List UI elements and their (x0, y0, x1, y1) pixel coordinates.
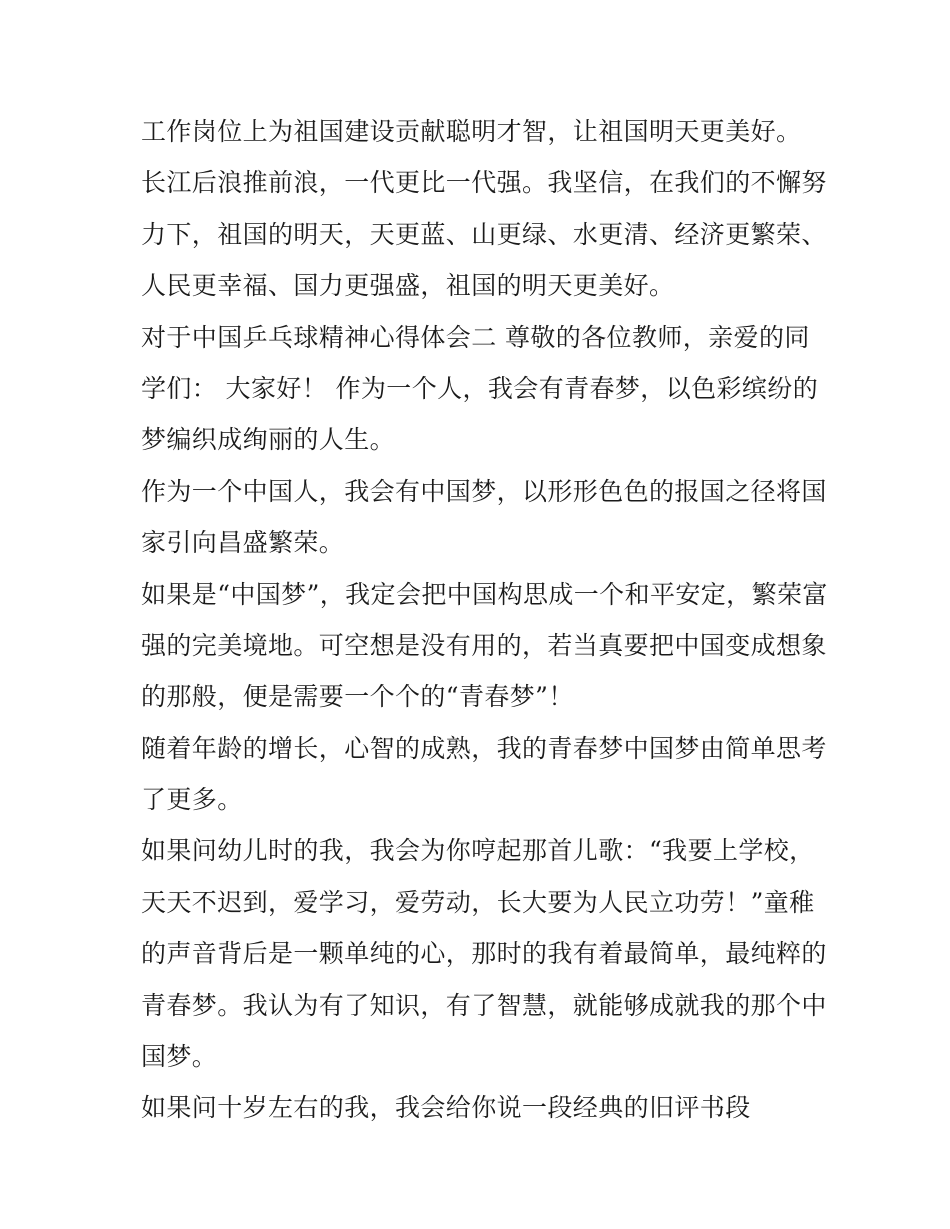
text-line: 人民更幸福、国力更强盛，祖国的明天更美好。 (141, 271, 675, 301)
text-line: 梦编织成绚丽的人生。 (141, 425, 396, 455)
text-line: 家引向昌盛繁荣。 (141, 528, 345, 558)
text-line: 青春梦。我认为有了知识，有了智慧，就能够成就我的那个中 (141, 990, 827, 1020)
text-line: 随着年龄的增长，心智的成熟，我的青春梦中国梦由简单思考 (141, 733, 827, 763)
text-line: 的声音背后是一颗单纯的心，那时的我有着最简单，最纯粹的 (141, 939, 827, 969)
text-line: 学们： 大家好！ 作为一个人，我会有青春梦，以色彩缤纷的 (141, 373, 819, 403)
text-line: 长江后浪推前浪，一代更比一代强。我坚信，在我们的不懈努 (141, 168, 827, 198)
text-line: 如果问幼儿时的我，我会为你哼起那首儿歌：“我要上学校， (141, 836, 815, 866)
text-line: 的那般，便是需要一个个的“青春梦”！ (141, 682, 574, 712)
body-text (141, 106, 828, 1134)
text-line: 强的完美境地。可空想是没有用的，若当真要把中国变成想象 (141, 630, 827, 660)
text-line: 如果是“中国梦”，我定会把中国构思成一个和平安定，繁荣富 (141, 579, 828, 609)
text-line: 如果问十岁左右的我，我会给你说一段经典的旧评书段 (141, 1093, 751, 1123)
text-line: 力下，祖国的明天，天更蓝、山更绿、水更清、经济更繁荣、 (141, 219, 827, 249)
text-line: 工作岗位上为祖国建设贡献聪明才智，让祖国明天更美好。 (141, 117, 802, 146)
text-line: 天天不迟到，爱学习，爱劳动，长大要为人民立功劳！”童稚 (141, 887, 815, 917)
text-line: 国梦。 (141, 1042, 218, 1072)
text-line: 对于中国乒乓球精神心得体会二 尊敬的各位教师，亲爱的同 (141, 322, 810, 352)
text-line: 作为一个中国人，我会有中国梦，以形形色色的报国之径将国 (141, 476, 827, 506)
text-line: 了更多。 (141, 785, 243, 815)
